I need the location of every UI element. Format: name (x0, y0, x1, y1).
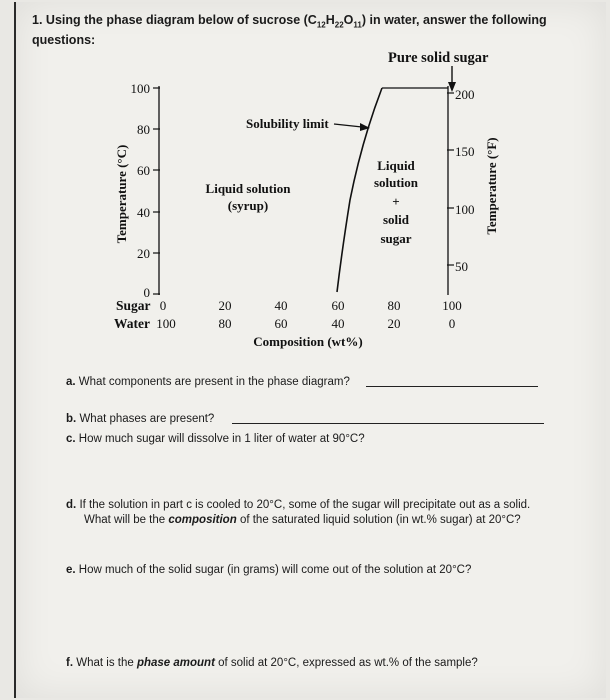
sugar-value-0: 0 (159, 298, 167, 313)
pure-solid-sugar-label: Pure solid sugar (388, 50, 489, 66)
water-value-40: 40 (331, 316, 345, 331)
answer-line-a[interactable] (366, 386, 538, 387)
water-value-100: 100 (156, 316, 176, 331)
sugar-value-40: 40 (274, 298, 288, 313)
sugar-value-20: 20 (218, 298, 232, 313)
sugar-value-60: 60 (331, 298, 345, 313)
right-tick-50: 50 (455, 259, 468, 274)
mix-region-line1: Liquid (377, 158, 415, 173)
question-e: e. How much of the solid sugar (in grams) will come out of the solution at 20°C? (66, 564, 472, 576)
question-d: d. If the solution in part c is cooled to 20°C, some of the sugar will precipitate out as a solid. What will be the composition of the saturated liquid solution (in wt.% sugar) at 20°C? (66, 499, 531, 526)
liquid-solution-label: Liquid solution (205, 181, 291, 196)
left-tick-80: 80 (137, 122, 150, 137)
left-tick-40: 40 (137, 205, 150, 220)
mix-region-line3: + (392, 194, 400, 209)
syrup-label: (syrup) (227, 198, 269, 213)
x-axis-title: Composition (wt%) (253, 334, 363, 349)
left-tick-20: 20 (137, 246, 150, 261)
sugar-row-label: Sugar (116, 298, 151, 313)
left-axis-title: Temperature (°C) (114, 144, 129, 244)
question-f: f. What is the phase amount of solid at 20°C, expressed as wt.% of the sample? (66, 657, 478, 669)
left-tick-0: 0 (143, 285, 150, 300)
right-tick-200: 200 (455, 87, 475, 102)
water-value-80: 80 (218, 316, 232, 331)
sugar-value-100: 100 (442, 298, 462, 313)
right-tick-100: 100 (455, 202, 475, 217)
water-value-20: 20 (387, 316, 401, 331)
water-value-0: 0 (448, 316, 456, 331)
mix-region-line2: solution (373, 175, 419, 190)
question-c: c. How much sugar will dissolve in 1 liter of water at 90°C? (66, 433, 365, 445)
left-tick-100: 100 (130, 81, 150, 96)
mix-region-line5: sugar (380, 231, 412, 246)
mix-region-line4: solid (382, 212, 410, 227)
solubility-arrow-line (334, 124, 362, 127)
right-axis-title: Temperature (°F) (484, 137, 499, 235)
solubility-limit-label: Solubility limit (246, 116, 329, 131)
water-row-label: Water (114, 316, 150, 331)
sugar-value-80: 80 (387, 298, 401, 313)
question-b: b. What phases are present? (66, 413, 215, 425)
left-tick-60: 60 (137, 163, 150, 178)
problem-title: 1. Using the phase diagram below of sucrose $(C_{12}H_{22}O_{11})$ in water, answer the following questions: (32, 13, 547, 47)
right-tick-150: 150 (455, 144, 475, 159)
answer-line-b[interactable] (232, 423, 544, 424)
problem-number: 1. (32, 13, 43, 27)
water-value-60: 60 (274, 316, 288, 331)
solubility-limit-curve (337, 88, 382, 292)
question-a: a. What components are present in the phase diagram? (66, 376, 350, 388)
